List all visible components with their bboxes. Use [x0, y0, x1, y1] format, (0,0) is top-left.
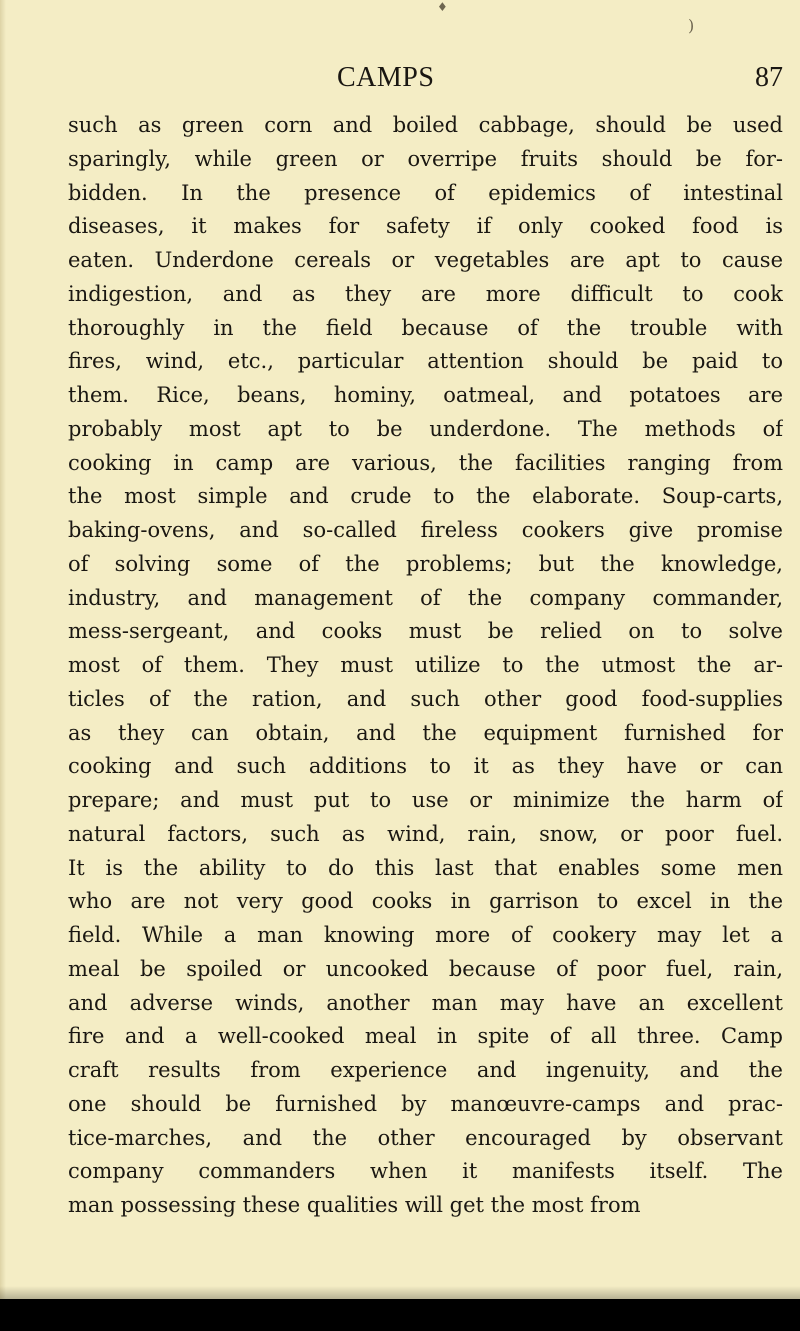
scan-shadow — [0, 1286, 800, 1299]
scan-bottom-band — [0, 1299, 800, 1331]
text-line: natural factors, such as wind, rain, snow, or poor fuel. — [68, 821, 783, 846]
text-line: industry, and management of the company commander, — [68, 585, 783, 610]
text-line: field. While a man knowing more of cookery may let a — [68, 923, 783, 947]
text-line: one should be furnished by manœuvre-camps and prac- — [68, 1091, 783, 1116]
text-line: cooking in camp are various, the facilities ranging from — [68, 450, 783, 475]
text-line: cooking and such additions to it as they have or can — [68, 754, 783, 779]
text-line: It is the ability to do this last that enables some men — [68, 855, 783, 880]
text-line: and adverse winds, another man may have an excellent — [68, 990, 783, 1015]
text-line: ticles of the ration, and such other good food-supplies — [68, 686, 783, 711]
text-line: company commanders when it manifests itself. The — [68, 1159, 783, 1184]
text-line: as they can obtain, and the equipment furnished for — [68, 720, 783, 745]
body-paragraph — [68, 109, 783, 1223]
text-line: sparingly, while green or overripe fruits should be for- — [68, 146, 783, 171]
text-line: diseases, it makes for safety if only cooked food is — [68, 214, 783, 239]
running-title: CAMPS — [337, 62, 435, 93]
text-line: indigestion, and as they are more difficult to cook — [68, 281, 783, 306]
corner-mark: ) — [688, 16, 695, 35]
text-line: eaten. Underdone cereals or vegetables are apt to cause — [68, 248, 783, 272]
text-line: craft results from experience and ingenuity, and the — [68, 1058, 783, 1082]
text-line: fires, wind, etc., particular attention should be paid to — [68, 349, 783, 374]
text-line: of solving some of the problems; but the knowledge, — [68, 551, 783, 576]
text-line: the most simple and crude to the elaborate. Soup-carts, — [68, 484, 783, 509]
text-line: meal be spoiled or uncooked because of poor fuel, rain, — [68, 956, 783, 981]
text-line: man possessing these qualities will get the most from — [68, 1193, 641, 1217]
text-line: mess-sergeant, and cooks must be relied on to solve — [68, 619, 783, 644]
page-left-edge — [0, 0, 6, 1300]
text-line: baking-ovens, and so-called fireless cookers give promise — [68, 518, 783, 542]
text-line: most of them. They must utilize to the utmost the ar- — [68, 653, 783, 677]
text-line: tice-marches, and the other encouraged by observant — [68, 1125, 783, 1150]
text-line: bidden. In the presence of epidemics of intestinal — [68, 180, 783, 205]
text-line: thoroughly in the field because of the trouble with — [68, 315, 783, 340]
top-ornament-mark: ♦ — [437, 0, 448, 14]
text-line: who are not very good cooks in garrison to excel in the — [68, 889, 783, 914]
text-line: such as green corn and boiled cabbage, should be used — [68, 113, 783, 137]
text-line: fire and a well-cooked meal in spite of all three. Camp — [68, 1024, 783, 1049]
running-head — [68, 62, 783, 102]
page-number: 87 — [755, 62, 783, 93]
text-line: prepare; and must put to use or minimize the harm of — [68, 788, 783, 812]
text-line: probably most apt to be underdone. The methods of — [68, 416, 783, 441]
text-line: them. Rice, beans, hominy, oatmeal, and potatoes are — [68, 383, 783, 407]
